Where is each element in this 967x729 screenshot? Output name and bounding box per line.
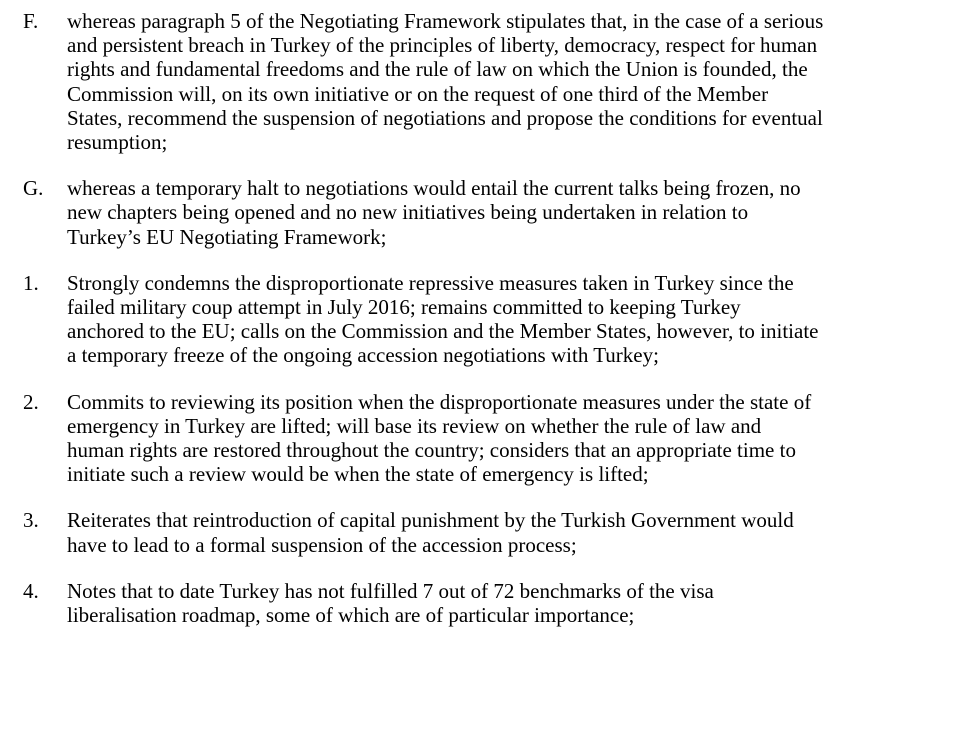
text-line: Strongly condemns the disproportionate repressive measures taken in Turkey since the — [67, 270, 794, 295]
text-line: Commission will, on its own initiative or on the request of one third of the Member — [67, 81, 769, 106]
item-2 — [0, 390, 967, 487]
document-body — [0, 9, 967, 649]
item-4 — [0, 579, 967, 627]
paragraph-marker: 3. — [23, 508, 39, 533]
paragraph-text — [67, 390, 947, 487]
recital-f — [0, 9, 967, 154]
item-1 — [0, 271, 967, 368]
paragraph-text — [67, 176, 947, 249]
paragraph-marker: G. — [23, 176, 44, 201]
text-line: a temporary freeze of the ongoing accession negotiations with Turkey; — [67, 343, 659, 368]
text-line: have to lead to a formal suspension of the accession process; — [67, 532, 577, 557]
paragraph-marker: 1. — [23, 270, 39, 295]
paragraph-marker: 2. — [23, 389, 39, 414]
recital-g — [0, 176, 967, 249]
paragraph-text — [67, 508, 947, 556]
text-line: new chapters being opened and no new initiatives being undertaken in relation to — [67, 200, 749, 225]
paragraph-text — [67, 579, 947, 627]
text-line: emergency in Turkey are lifted; will base its review on whether the rule of law and — [67, 413, 762, 438]
text-line: Reiterates that reintroduction of capital punishment by the Turkish Government would — [67, 508, 794, 533]
text-line: whereas a temporary halt to negotiations would entail the current talks being frozen, no — [67, 176, 801, 201]
text-line: anchored to the EU; calls on the Commission and the Member States, however, to initiate — [67, 319, 819, 344]
paragraph-marker: F. — [23, 9, 39, 33]
text-line: rights and fundamental freedoms and the rule of law on which the Union is founded, the — [67, 57, 808, 82]
text-line: liberalisation roadmap, some of which are of particular importance; — [67, 603, 635, 628]
text-line: failed military coup attempt in July 2016; remains committed to keeping Turkey — [67, 295, 741, 320]
paragraph-text — [67, 271, 947, 368]
text-line: human rights are restored throughout the country; considers that an appropriate time to — [67, 438, 796, 463]
text-line: and persistent breach in Turkey of the principles of liberty, democracy, respect for human — [67, 33, 818, 58]
paragraph-text — [67, 9, 947, 154]
paragraph-marker: 4. — [23, 578, 39, 603]
text-line: initiate such a review would be when the state of emergency is lifted; — [67, 462, 649, 487]
text-line: Turkey’s EU Negotiating Framework; — [67, 224, 387, 249]
text-line: Notes that to date Turkey has not fulfilled 7 out of 72 benchmarks of the visa — [67, 578, 714, 603]
text-line: whereas paragraph 5 of the Negotiating Framework stipulates that, in the case of a serious — [67, 9, 824, 33]
item-3 — [0, 508, 967, 556]
text-line: Commits to reviewing its position when the disproportionate measures under the state of — [67, 389, 812, 414]
text-line: States, recommend the suspension of negotiations and propose the conditions for eventual — [67, 105, 823, 130]
text-line: resumption; — [67, 130, 168, 155]
